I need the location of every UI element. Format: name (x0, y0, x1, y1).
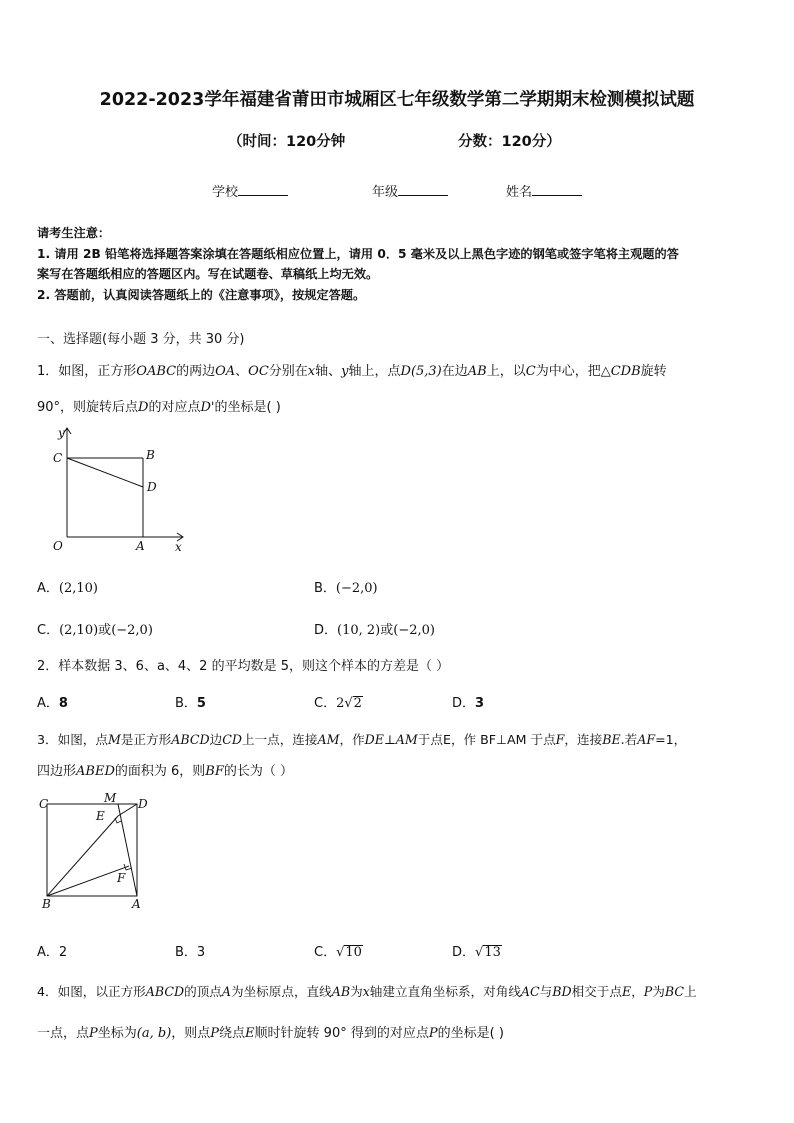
label-f: F (117, 871, 126, 885)
q3-option-b[interactable]: B．3 (175, 945, 206, 960)
q1-line-2: 90°，则旋转后点D的对应点D'的坐标是( ) (37, 400, 281, 415)
q3-option-c[interactable]: C．√10 (314, 945, 362, 960)
label-a: A (136, 539, 145, 553)
label-m: M (104, 791, 117, 805)
q4-line-1: 4．如图，以正方形ABCD的顶点A为坐标原点，直线AB为x轴建立直角坐标系，对角线AC与BD相交于点E，P为BC上 (37, 984, 697, 999)
label-e: E (96, 809, 105, 823)
label-x: x (175, 540, 182, 554)
q3-figure (34, 790, 164, 915)
label-c: C (53, 451, 63, 465)
q2-option-c[interactable]: C．2√2 (314, 696, 362, 711)
exam-title: 2022-2023学年福建省莆田市城厢区七年级数学第二学期期末检测模拟试题 (99, 90, 695, 110)
segment-de (118, 804, 137, 816)
q3-option-a[interactable]: A．2 (37, 945, 68, 960)
q1-line-1: 1．如图，正方形OABC的两边OA、OC分别在x轴、y轴上，点D(5,3)在边AB上，以C为中心，把△CDB旋转 (37, 364, 667, 379)
exam-time: （时间：120分钟 (228, 134, 346, 150)
q1-option-d[interactable]: D．(10, 2)或(−2,0) (314, 623, 435, 638)
label-b: B (146, 448, 155, 462)
section-heading: 一、选择题(每小题 3 分，共 30 分) (37, 332, 245, 347)
label-a: A (132, 897, 141, 911)
label-d: D (147, 480, 157, 494)
label-b: B (42, 897, 51, 911)
q1-figure (40, 420, 200, 560)
q3-line-1: 3．如图，点M是正方形ABCD边CD上一点，连接AM，作DE⊥AM于点E，作 BF⊥AM 于点F，连接BE.若AF=1， (37, 732, 687, 747)
q2-option-b[interactable]: B．5 (175, 696, 206, 711)
q2-option-a[interactable]: A．8 (37, 696, 68, 711)
school-field: 学校 (212, 181, 288, 200)
q2-option-d[interactable]: D．3 (452, 696, 485, 711)
q1-option-b[interactable]: B．(−2,0) (314, 581, 378, 596)
q4-line-2: 一点，点P坐标为(a, b)，则点P绕点E顺时针旋转 90° 得到的对应点P的坐标是( ) (37, 1026, 504, 1041)
segment-cd (67, 458, 143, 487)
q3-line-2: 四边形ABED的面积为 6，则BF的长为（ ） (37, 764, 293, 779)
segment-be (47, 816, 118, 896)
grade-field: 年级 (372, 181, 448, 200)
label-y: y (58, 426, 65, 440)
name-field: 姓名 (506, 181, 582, 200)
notice-title: 请考生注意： (37, 226, 111, 240)
q2-text: 2．样本数据 3、6、a、4、2 的平均数是 5，则这个样本的方差是（ ） (37, 659, 450, 674)
exam-score: 分数：120分） (458, 134, 561, 150)
notice-line-2: 2. 答题前，认真阅读答题纸上的《注意事项》，按规定答题。 (37, 288, 366, 302)
label-c: C (39, 797, 49, 811)
notice-line-1b: 案写在答题纸相应的答题区内。写在试题卷、草稿纸上均无效。 (37, 267, 379, 281)
label-o: O (53, 539, 63, 553)
notice-line-1a: 1. 请用 2B 铅笔将选择题答案涂填在答题纸相应位置上，请用 0．5 毫米及以上黑色字迹的钢笔或签字笔将主观题的答 (37, 247, 679, 261)
q3-option-d[interactable]: D．√13 (452, 945, 501, 960)
q1-option-c[interactable]: C．(2,10)或(−2,0) (37, 623, 153, 638)
q1-option-a[interactable]: A．(2,10) (37, 581, 98, 596)
label-d: D (138, 797, 148, 811)
